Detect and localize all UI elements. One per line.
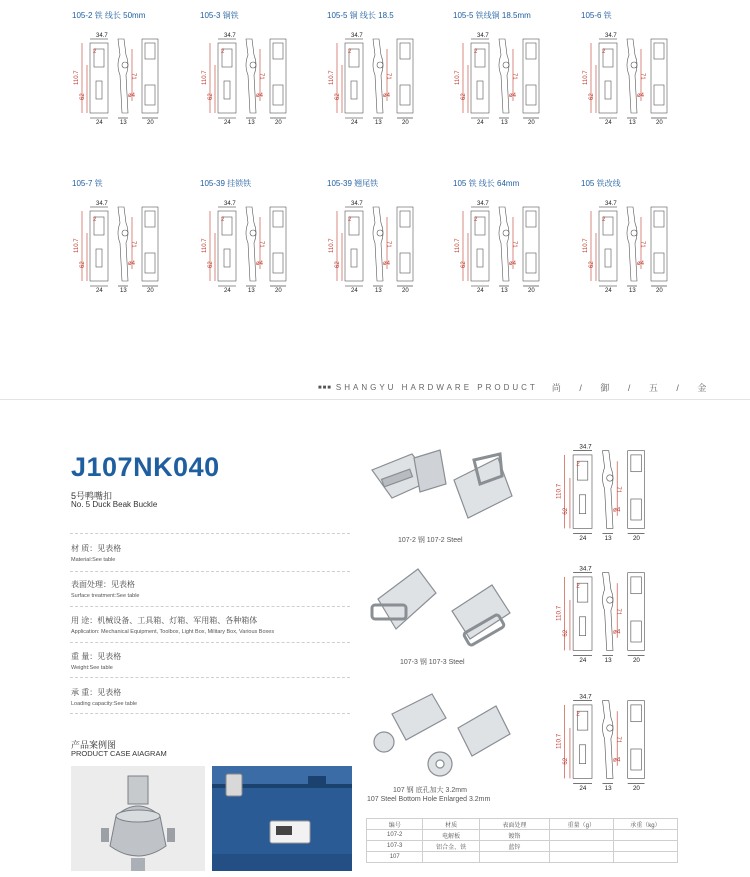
machine-icon — [71, 766, 205, 871]
svg-text:ø4: ø4 — [509, 93, 517, 99]
svg-text:110.7: 110.7 — [555, 605, 563, 621]
svg-text:71: 71 — [258, 241, 264, 248]
svg-text:20: 20 — [528, 288, 535, 293]
band-squares: ■■■ — [318, 384, 332, 391]
svg-text:110.7: 110.7 — [74, 70, 80, 85]
table-row — [367, 852, 678, 863]
svg-text:13: 13 — [629, 288, 636, 293]
spec-en: Loading capacity:See table — [71, 701, 138, 707]
drawing-cell — [550, 436, 668, 546]
spec-material — [71, 543, 121, 563]
svg-text:ø4: ø4 — [383, 261, 391, 267]
latch-drawing — [196, 193, 314, 293]
svg-text:24: 24 — [96, 288, 103, 293]
spec-cn: 承 重：见表格 — [71, 688, 122, 697]
spec-en: Surface treatment:See table — [71, 593, 140, 599]
drawing-cell — [577, 25, 695, 135]
svg-text:13: 13 — [629, 120, 636, 125]
svg-text:71: 71 — [511, 241, 517, 248]
drawing-cell — [449, 25, 567, 135]
cell-weight — [549, 852, 613, 863]
svg-text:71: 71 — [385, 241, 391, 248]
svg-text:71: 71 — [615, 486, 623, 494]
svg-text:24: 24 — [605, 288, 612, 293]
svg-text:20: 20 — [402, 120, 409, 125]
drawing-cell — [550, 558, 668, 668]
svg-text:24: 24 — [96, 120, 103, 125]
svg-text:20: 20 — [147, 120, 154, 125]
drawing-cell — [68, 193, 186, 303]
th-code: 编号 — [367, 819, 423, 830]
latch-drawing — [577, 193, 695, 293]
svg-text:62: 62 — [208, 261, 214, 268]
drawing-label: 105-5 铁线铜 18.5mm — [453, 11, 531, 20]
svg-text:24: 24 — [351, 120, 358, 125]
svg-text:2: 2 — [474, 49, 478, 55]
cell-code: 107-3 — [367, 841, 423, 852]
drawing-label: 105-3 铜铁 — [200, 11, 239, 20]
svg-text:20: 20 — [275, 288, 282, 293]
drawing-cell — [550, 686, 668, 796]
svg-text:2: 2 — [348, 217, 352, 223]
svg-text:34.7: 34.7 — [477, 201, 489, 207]
drawing-label: 105-5 铜 线长 18.5 — [327, 11, 394, 20]
svg-text:13: 13 — [120, 120, 127, 125]
svg-text:ø4: ø4 — [637, 93, 645, 99]
latch-drawing — [323, 193, 441, 293]
table-header — [367, 819, 678, 830]
svg-text:13: 13 — [375, 288, 382, 293]
svg-text:62: 62 — [335, 261, 341, 268]
case-photo-1 — [71, 766, 205, 871]
brand-band — [318, 381, 714, 394]
svg-text:62: 62 — [589, 261, 595, 268]
cell-material: 铝合金、铁 — [423, 841, 479, 852]
svg-text:34.7: 34.7 — [477, 33, 489, 39]
product-name-cn: 5号鸭嘴扣 — [71, 491, 113, 501]
spec-en: Application: Mechanical Equipment, Toolbox, Light Box, Military Box, Various Boxes — [71, 629, 275, 635]
latch-photo — [362, 563, 522, 655]
case-title-en: PRODUCT CASE AIAGRAM — [71, 749, 167, 758]
svg-text:2: 2 — [93, 217, 97, 223]
svg-text:71: 71 — [615, 736, 623, 744]
spec-application — [71, 615, 274, 635]
svg-text:24: 24 — [477, 120, 484, 125]
spec-en: Weight:See table — [71, 665, 113, 671]
drawing-cell — [323, 25, 441, 135]
latch-drawing — [550, 436, 674, 541]
svg-text:34.7: 34.7 — [351, 201, 363, 207]
svg-text:24: 24 — [579, 784, 587, 791]
svg-text:62: 62 — [335, 93, 341, 100]
svg-text:24: 24 — [351, 288, 358, 293]
cell-load — [613, 830, 677, 841]
svg-text:34.7: 34.7 — [579, 443, 592, 451]
th-load: 承重（kg） — [613, 819, 677, 830]
th-surface: 表面处理 — [479, 819, 549, 830]
svg-text:13: 13 — [604, 534, 612, 541]
drawing-cell — [577, 193, 695, 303]
spec-weight — [71, 651, 121, 671]
svg-text:13: 13 — [501, 120, 508, 125]
latch-photo — [362, 688, 522, 780]
band-divider — [0, 399, 750, 400]
svg-text:13: 13 — [604, 784, 612, 791]
svg-text:110.7: 110.7 — [74, 238, 80, 253]
spec-loading — [71, 687, 137, 707]
th-material: 材质 — [423, 819, 479, 830]
svg-text:71: 71 — [130, 241, 136, 248]
latch-drawing — [449, 193, 567, 293]
svg-text:110.7: 110.7 — [329, 238, 335, 253]
product-code: J107NK040 — [71, 452, 220, 482]
toolbox-icon — [212, 766, 352, 871]
svg-text:ø4: ø4 — [128, 261, 136, 267]
product-photo-3 — [362, 688, 522, 780]
svg-text:24: 24 — [579, 534, 587, 541]
svg-text:20: 20 — [632, 534, 640, 541]
th-weight: 重量（g） — [549, 819, 613, 830]
svg-text:ø4: ø4 — [509, 261, 517, 267]
svg-text:ø4: ø4 — [128, 93, 136, 99]
svg-text:110.7: 110.7 — [583, 70, 589, 85]
svg-text:24: 24 — [579, 656, 587, 663]
cell-code: 107-2 — [367, 830, 423, 841]
drawing-label: 105-6 铁 — [581, 11, 612, 20]
spec-cn: 重 量：见表格 — [71, 652, 122, 661]
svg-text:62: 62 — [80, 93, 86, 100]
case-photo-2 — [212, 766, 352, 871]
svg-text:2: 2 — [221, 49, 225, 55]
spec-cn: 表面处理：见表格 — [71, 580, 135, 589]
latch-drawing — [68, 193, 186, 293]
svg-text:ø4: ø4 — [256, 93, 264, 99]
product-photo-1 — [362, 440, 522, 532]
table-row — [367, 841, 678, 852]
svg-text:71: 71 — [511, 73, 517, 80]
svg-text:13: 13 — [248, 288, 255, 293]
svg-text:110.7: 110.7 — [202, 70, 208, 85]
drawing-cell — [323, 193, 441, 303]
table-row — [367, 830, 678, 841]
svg-text:ø4: ø4 — [383, 93, 391, 99]
spec-rule — [70, 606, 350, 607]
svg-text:20: 20 — [147, 288, 154, 293]
svg-text:62: 62 — [208, 93, 214, 100]
svg-text:62: 62 — [561, 507, 569, 515]
drawing-cell — [196, 25, 314, 135]
svg-text:2: 2 — [474, 217, 478, 223]
spec-en: Material:See table — [71, 557, 116, 563]
svg-text:71: 71 — [258, 73, 264, 80]
svg-text:20: 20 — [656, 288, 663, 293]
svg-text:ø4: ø4 — [637, 261, 645, 267]
svg-text:2: 2 — [576, 710, 580, 718]
cell-code: 107 — [367, 852, 423, 863]
svg-text:20: 20 — [632, 656, 640, 663]
product-caption-3a: 107 钢 底孔加大 3.2mm — [393, 787, 467, 794]
svg-text:13: 13 — [501, 288, 508, 293]
drawing-cell — [68, 25, 186, 135]
svg-text:34.7: 34.7 — [96, 33, 108, 39]
svg-text:13: 13 — [375, 120, 382, 125]
svg-text:110.7: 110.7 — [329, 70, 335, 85]
svg-text:20: 20 — [528, 120, 535, 125]
svg-text:110.7: 110.7 — [583, 238, 589, 253]
spec-table — [366, 818, 678, 863]
product-photo-2 — [362, 563, 522, 655]
product-name-en: No. 5 Duck Beak Buckle — [71, 500, 158, 509]
svg-text:20: 20 — [402, 288, 409, 293]
cell-material — [423, 852, 479, 863]
latch-drawing — [577, 25, 695, 125]
svg-text:ø4: ø4 — [612, 506, 621, 514]
product-caption-3b: 107 Steel Bottom Hole Enlarged 3.2mm — [367, 796, 491, 803]
svg-text:20: 20 — [632, 784, 640, 791]
drawing-label: 105-7 铁 — [72, 179, 103, 188]
svg-text:110.7: 110.7 — [202, 238, 208, 253]
svg-text:ø4: ø4 — [612, 628, 621, 636]
svg-text:110.7: 110.7 — [455, 238, 461, 253]
svg-text:2: 2 — [348, 49, 352, 55]
spec-rule — [70, 533, 350, 534]
svg-text:34.7: 34.7 — [605, 201, 617, 207]
svg-text:2: 2 — [602, 49, 606, 55]
spec-surface — [71, 579, 139, 599]
svg-text:71: 71 — [130, 73, 136, 80]
drawing-cell — [196, 193, 314, 303]
svg-text:62: 62 — [561, 757, 569, 765]
svg-text:2: 2 — [93, 49, 97, 55]
latch-drawing — [323, 25, 441, 125]
svg-text:110.7: 110.7 — [555, 733, 563, 749]
svg-text:34.7: 34.7 — [224, 33, 236, 39]
svg-text:34.7: 34.7 — [351, 33, 363, 39]
spec-rule — [70, 713, 350, 714]
latch-drawing — [68, 25, 186, 125]
product-caption-1: 107-2 钢 107-2 Steel — [398, 537, 463, 544]
svg-text:62: 62 — [80, 261, 86, 268]
cell-surface — [479, 852, 549, 863]
drawing-label: 105 铁改线 — [581, 179, 621, 188]
spec-rule — [70, 571, 350, 572]
svg-text:62: 62 — [461, 261, 467, 268]
svg-text:2: 2 — [221, 217, 225, 223]
svg-text:2: 2 — [576, 460, 580, 468]
svg-text:34.7: 34.7 — [96, 201, 108, 207]
svg-text:71: 71 — [385, 73, 391, 80]
latch-drawing — [550, 686, 674, 791]
cell-load — [613, 841, 677, 852]
latch-drawing — [196, 25, 314, 125]
svg-text:20: 20 — [275, 120, 282, 125]
spec-cn: 用 途：机械设备、工具箱、灯箱、军用箱、各种箱体 — [71, 616, 258, 625]
spec-cn: 材 质：见表格 — [71, 544, 122, 553]
svg-text:62: 62 — [461, 93, 467, 100]
svg-text:13: 13 — [120, 288, 127, 293]
latch-drawing — [449, 25, 567, 125]
svg-text:ø4: ø4 — [256, 261, 264, 267]
cell-weight — [549, 841, 613, 852]
drawing-cell — [449, 193, 567, 303]
drawing-label: 105-2 铁 线长 50mm — [72, 11, 146, 20]
cell-weight — [549, 830, 613, 841]
band-english: SHANGYU HARDWARE PRODUCT — [335, 383, 538, 392]
latch-drawing — [550, 558, 674, 663]
svg-text:34.7: 34.7 — [579, 565, 592, 573]
svg-text:24: 24 — [224, 120, 231, 125]
svg-text:34.7: 34.7 — [579, 693, 592, 701]
svg-text:13: 13 — [248, 120, 255, 125]
latch-photo — [362, 440, 522, 532]
product-caption-2: 107-3 钢 107-3 Steel — [400, 659, 465, 666]
drawing-label: 105-39 翘尾铁 — [327, 179, 379, 188]
cell-load — [613, 852, 677, 863]
svg-text:71: 71 — [639, 241, 645, 248]
svg-text:13: 13 — [604, 656, 612, 663]
svg-text:24: 24 — [224, 288, 231, 293]
svg-text:110.7: 110.7 — [455, 70, 461, 85]
drawing-label: 105-39 挂锁铁 — [200, 179, 252, 188]
svg-text:24: 24 — [477, 288, 484, 293]
svg-text:62: 62 — [561, 629, 569, 637]
svg-text:2: 2 — [602, 217, 606, 223]
svg-text:71: 71 — [615, 608, 623, 616]
svg-text:ø4: ø4 — [612, 756, 621, 764]
svg-text:24: 24 — [605, 120, 612, 125]
band-chinese: 尚 / 御 / 五 / 金 — [551, 383, 715, 393]
cell-material: 电解板 — [423, 830, 479, 841]
svg-text:20: 20 — [656, 120, 663, 125]
cell-surface: 蓝锌 — [479, 841, 549, 852]
svg-text:110.7: 110.7 — [555, 483, 563, 499]
spec-rule — [70, 677, 350, 678]
spec-rule — [70, 642, 350, 643]
svg-text:34.7: 34.7 — [224, 201, 236, 207]
case-title-cn: 产品案例图 — [71, 740, 117, 750]
cell-surface: 镀铬 — [479, 830, 549, 841]
svg-text:62: 62 — [589, 93, 595, 100]
svg-text:34.7: 34.7 — [605, 33, 617, 39]
svg-text:2: 2 — [576, 582, 580, 590]
svg-text:71: 71 — [639, 73, 645, 80]
drawing-label: 105 铁 线长 64mm — [453, 179, 520, 188]
